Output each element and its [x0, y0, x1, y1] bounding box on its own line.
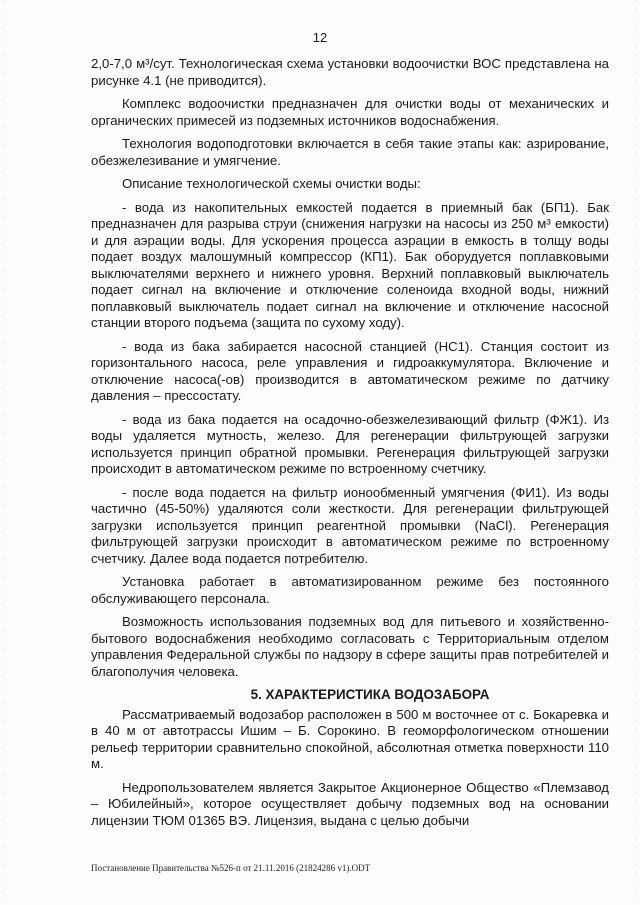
paragraph-subsoil-user: Недропользователем является Закрытое Акционерное Общество «Племзавод – Юбилейный», которое осуществляет добычу подземных вод на основании лицензии ТЮМ 01365 ВЭ. Лицензия, выдана с целью добычи [91, 779, 609, 828]
page-number: 12 [312, 30, 328, 45]
paragraph-iron-filter: - вода из бака подается на осадочно-обезжелезивающий фильтр (ФЖ1). Из воды удаляется мутность, железо. Для регенерации фильтрующей загрузки используется принцип обратной промывки. Регенерация фильтрующей загрузки происходит в автоматическом режиме по встроенному счетчику. [91, 411, 609, 476]
scan-edge-left [2, 0, 3, 905]
footer-reference: Постановление Правительства №526-п от 21.11.2016 (21824286 v1).ODT [91, 863, 371, 873]
paragraph-technology-stages: Технология водоподготовки включается в себя такие этапы как: азрирование, обезжелезивание и умягчение. [91, 136, 609, 168]
paragraph-approval: Возможность использования подземных вод для питьевого и хозяйственно-бытового водоснабжения необходимо согласовать с Территориальным отделом управления Федеральной службы по надзору в сфере защиты прав потребителей и благополучия человека. [91, 614, 609, 679]
scan-edge-right [636, 0, 637, 905]
section-heading: 5. ХАРАКТЕРИСТИКА ВОДОЗАБОРА [250, 687, 490, 702]
paragraph-location: Рассматриваемый водозабор расположен в 500 м восточнее от с. Бокаревка и в 40 м от автотрассы Ишим – Б. Сорокино. В геоморфологическом отношении рельеф территории сравнительно спокойной, абсолютная отметка поверхности 110 м. [91, 706, 609, 771]
document-body [91, 56, 609, 836]
paragraph-scheme-heading: Описание технологической схемы очистки воды: [122, 176, 421, 191]
paragraph-capacity: 2,0-7,0 м³/сут. Технологическая схема установки водоочистки ВОС представлена на рисунке 4.1 (не приводится). [91, 56, 609, 88]
paragraph-softening-filter: - после вода подается на фильтр ионообменный умягчения (ФИ1). Из воды частично (45-50%) удаляются соли жесткости. Для регенерации фильтрующей загрузки используется принцип реагентной промывки (NaCl). Регенерация фильтрующей загрузки происходит в автоматическом режиме по встроенному счетчику. Далее вода подается потребителю. [91, 484, 609, 566]
paragraph-complex-purpose: Комплекс водоочистки предназначен для очистки воды от механических и органических примесей из подземных источников водоснабжения. [91, 96, 609, 128]
paragraph-receiving-tank: - вода из накопительных емкостей подается в приемный бак (БП1). Бак предназначен для разрыва струи (снижения нагрузки на насосы из 250 м³ емкости) и для аэрации воды. Для ускорения процесса аэрации в емкость в толщу воды подает воздух малошумный компрессор (КП1). Бак оборудуется поплавковыми выключателями верхнего и нижнего уровня. Верхний поплавковый выключатель подает сигнал на включение и отключение соленоида входной воды, нижний поплавковый выключатель подает сигнал на включение и отключение насосной станции второго подъема (защита по сухому ходу). [91, 199, 609, 330]
paragraph-pump-station: - вода из бака забирается насосной станцией (НС1). Станция состоит из горизонтального насоса, реле управления и гидроаккумулятора. Включение и отключение насоса(-ов) производится в автоматическом режиме по датчику давления – прессостату. [91, 338, 609, 403]
paragraph-automation: Установка работает в автоматизированном режиме без постоянного обслуживающего персонала. [91, 574, 609, 606]
